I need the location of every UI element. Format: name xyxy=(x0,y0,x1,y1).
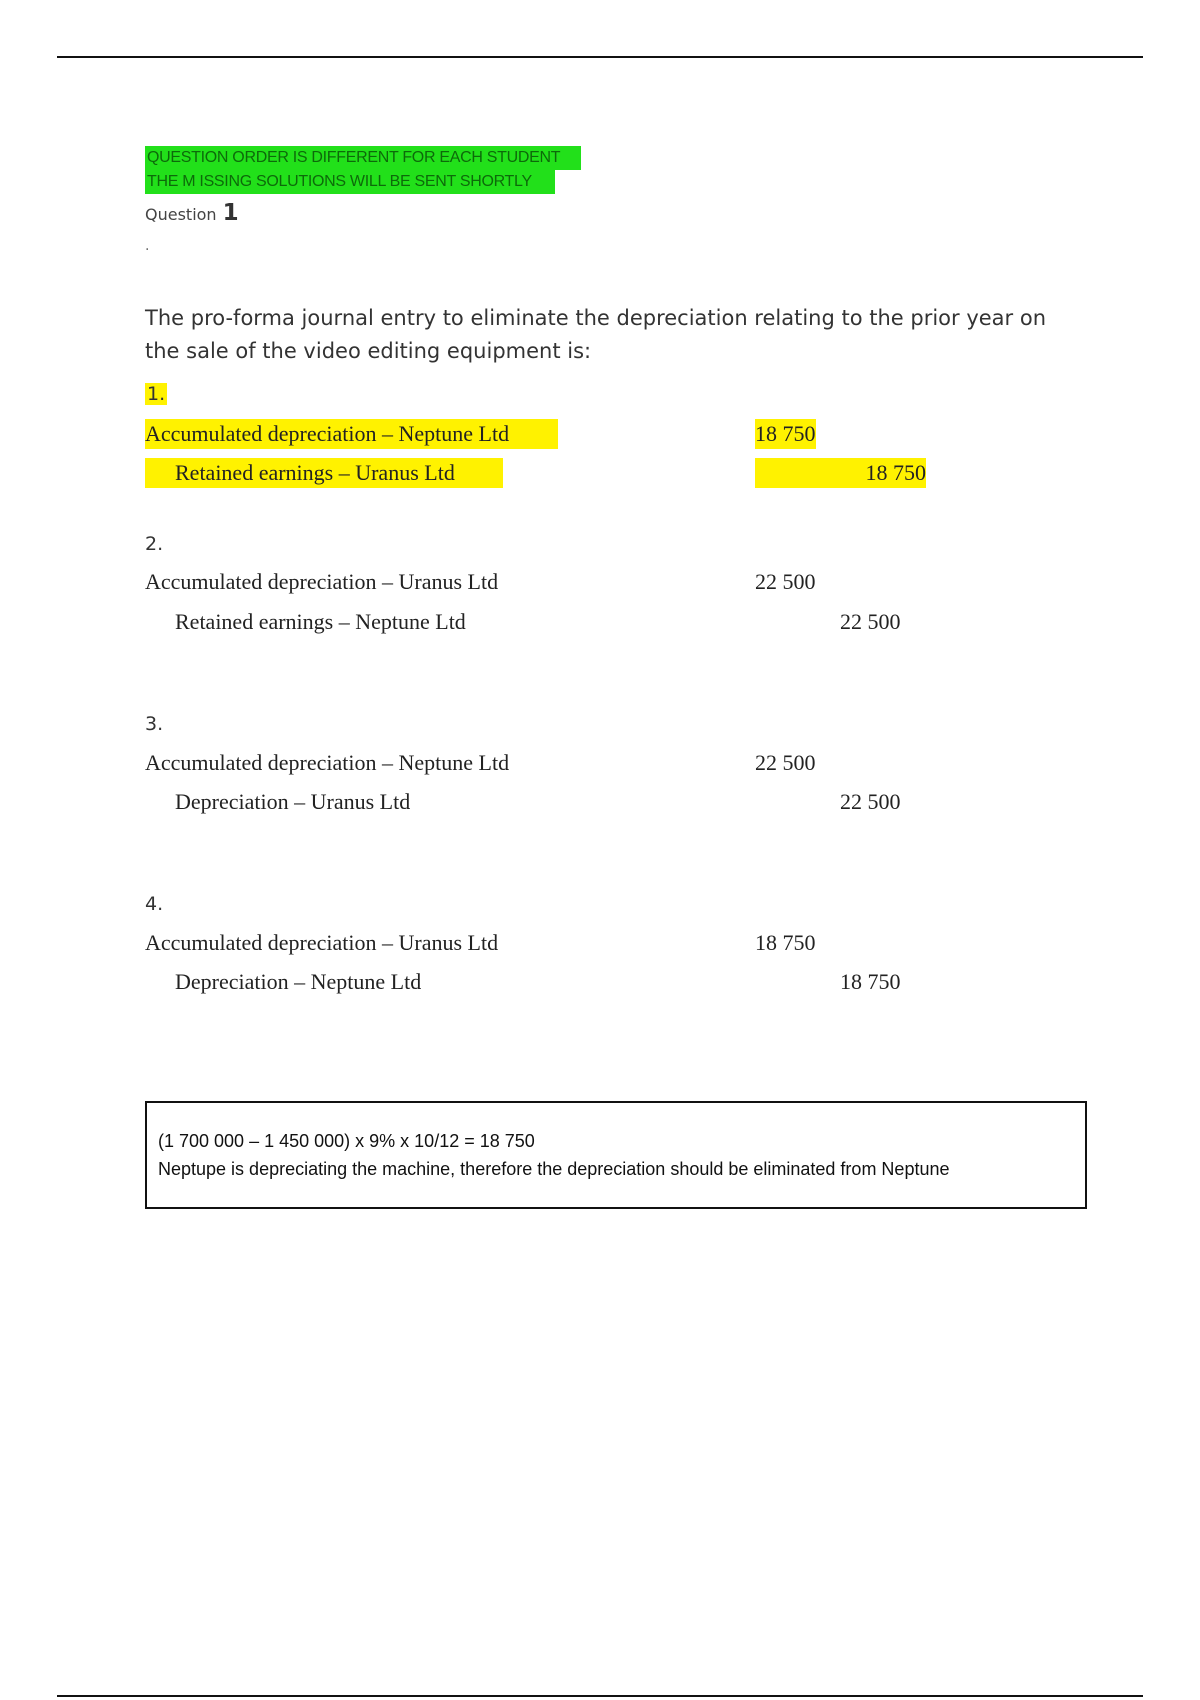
solution-explanation: Neptupe is depreciating the machine, therefore the depreciation should be eliminated from Neptune xyxy=(158,1159,950,1179)
debit-account: Accumulated depreciation – Neptune Ltd xyxy=(145,419,558,449)
top-rule xyxy=(57,56,1143,58)
question-heading xyxy=(145,200,239,226)
debit-amount: 22 500 xyxy=(755,569,816,594)
debit-account: Accumulated depreciation – Neptune Ltd xyxy=(145,750,510,775)
notice-line-missing: THE M ISSING SOLUTIONS WILL BE SENT SHORTLY xyxy=(145,170,555,194)
credit-amount: 18 750 xyxy=(755,458,926,488)
credit-account: Retained earnings – Neptune Ltd xyxy=(175,609,466,634)
debit-amount: 18 750 xyxy=(755,419,816,449)
option-number: 1. xyxy=(147,383,166,405)
question-label: Question xyxy=(145,205,217,224)
debit-account: Accumulated depreciation – Uranus Ltd xyxy=(145,930,499,955)
debit-account: Accumulated depreciation – Uranus Ltd xyxy=(145,569,499,594)
credit-account: Depreciation – Uranus Ltd xyxy=(175,789,411,814)
question-dot: . xyxy=(145,238,150,254)
solution-box xyxy=(145,1101,1087,1209)
solution-calculation: (1 700 000 – 1 450 000) x 9% x 10/12 = 18 750 xyxy=(158,1131,535,1151)
option-number: 2. xyxy=(145,533,164,555)
notice-line-order: QUESTION ORDER IS DIFFERENT FOR EACH STUDENT xyxy=(145,146,581,170)
option-number: 3. xyxy=(145,713,164,735)
credit-account: Depreciation – Neptune Ltd xyxy=(175,969,422,994)
bottom-rule xyxy=(57,1695,1143,1697)
debit-amount: 18 750 xyxy=(755,930,816,955)
credit-amount: 18 750 xyxy=(840,969,901,994)
option-number: 4. xyxy=(145,893,164,915)
question-number: 1 xyxy=(222,200,239,226)
question-prompt: The pro-forma journal entry to eliminate the depreciation relating to the prior year on the sale of the video editing equipment is: xyxy=(145,306,1047,363)
debit-amount: 22 500 xyxy=(755,750,816,775)
credit-amount: 22 500 xyxy=(840,609,901,634)
credit-account: Retained earnings – Uranus Ltd xyxy=(145,458,503,488)
credit-amount: 22 500 xyxy=(840,789,901,814)
